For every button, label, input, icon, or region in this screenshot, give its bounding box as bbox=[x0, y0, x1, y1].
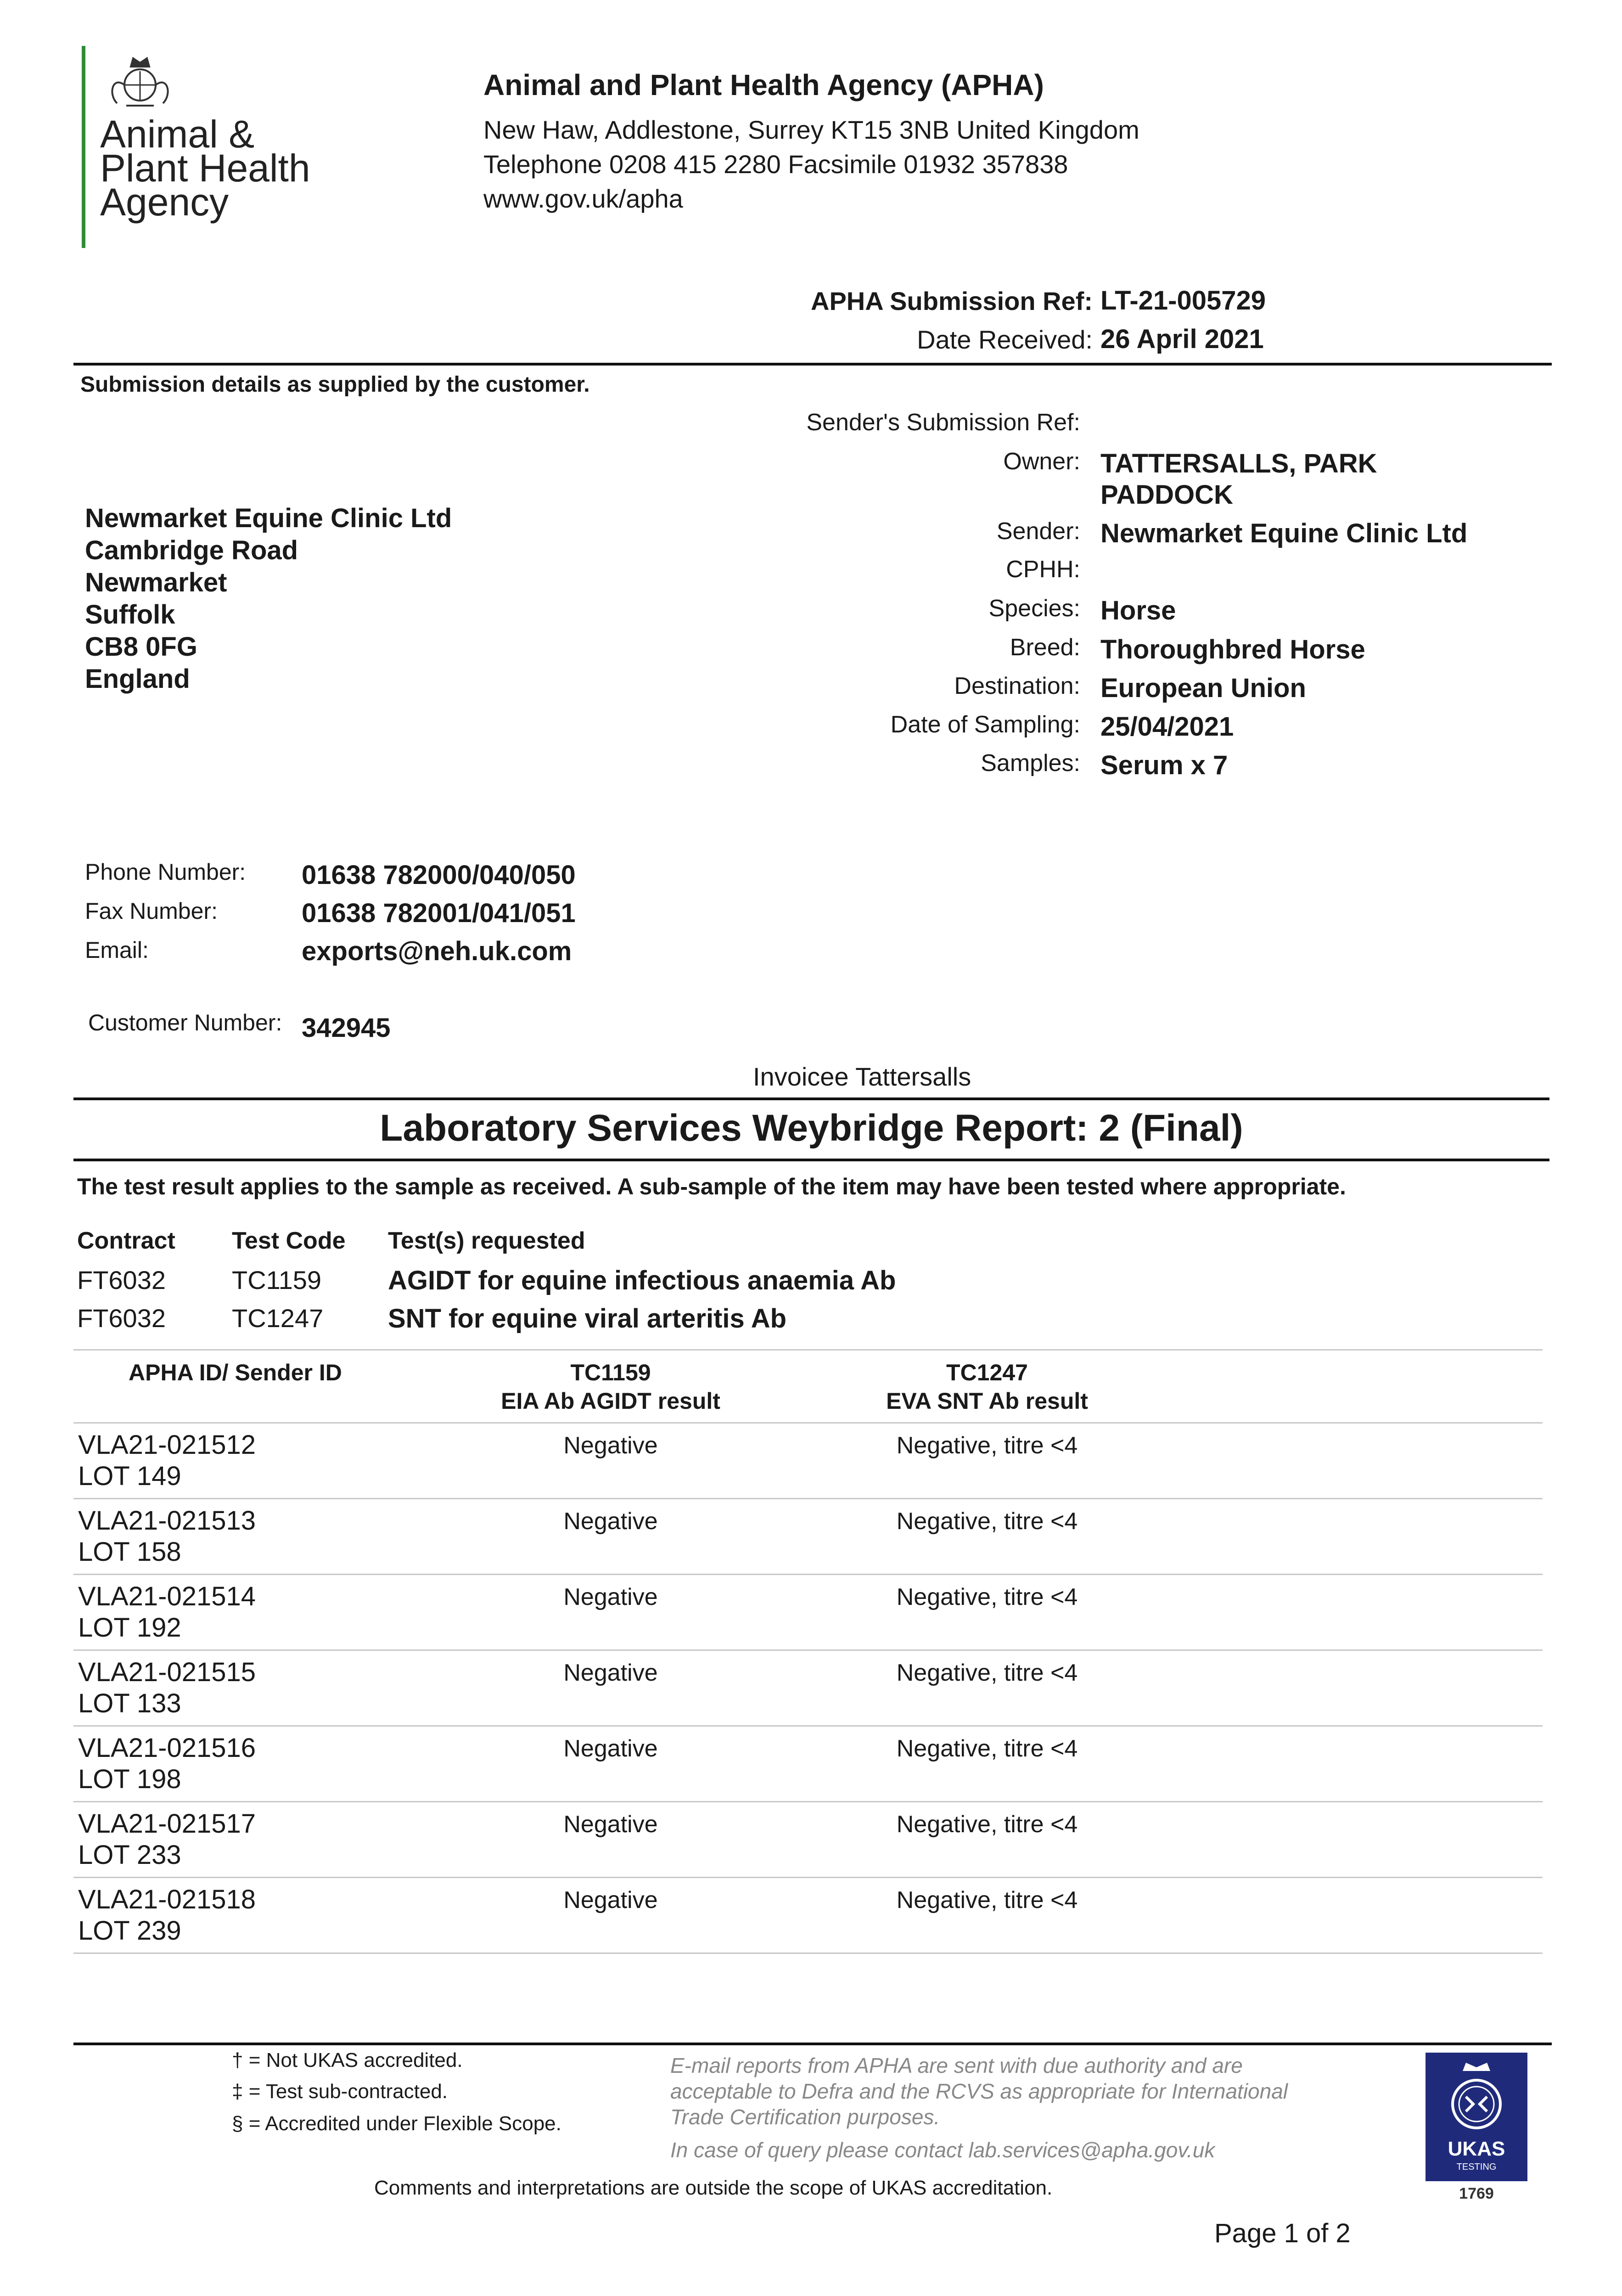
submission-details-heading: Submission details as supplied by the customer. bbox=[80, 372, 590, 397]
breed-label: Breed: bbox=[1010, 634, 1080, 661]
owner-value bbox=[1100, 448, 1514, 511]
eva-result: Negative, titre <4 bbox=[896, 1660, 1078, 1686]
eva-result: Negative, titre <4 bbox=[896, 1811, 1078, 1838]
report-title-top-rule bbox=[73, 1097, 1549, 1100]
page-number: Page 1 of 2 bbox=[1214, 2218, 1351, 2248]
eia-result: Negative bbox=[563, 1508, 658, 1535]
samples-label: Samples: bbox=[981, 750, 1080, 777]
apha-id: VLA21-021513 bbox=[78, 1506, 256, 1536]
table-rule bbox=[73, 1725, 1543, 1727]
results-header-col2-code: TC1247 bbox=[946, 1360, 1028, 1385]
address-line: Newmarket bbox=[85, 568, 227, 597]
species-label: Species: bbox=[988, 595, 1080, 622]
table-rule bbox=[73, 1801, 1543, 1802]
ukas-text: UKAS bbox=[1448, 2138, 1505, 2160]
eia-result: Negative bbox=[563, 1584, 658, 1610]
report-title: Laboratory Services Weybridge Report: 2 (Final) bbox=[380, 1107, 1243, 1149]
result-id bbox=[78, 1429, 256, 1492]
test-contract: FT6032 bbox=[77, 1266, 166, 1294]
agency-phone-fax: Telephone 0208 415 2280 Facsimile 01932 357838 bbox=[483, 150, 1068, 179]
logo-line: Agency bbox=[100, 180, 229, 224]
ukas-number: 1769 bbox=[1459, 2185, 1494, 2202]
invoicee: Invoicee Tattersalls bbox=[753, 1062, 971, 1091]
date-received-value: 26 April 2021 bbox=[1100, 324, 1264, 354]
breed-value: Thoroughbred Horse bbox=[1100, 635, 1365, 664]
result-id bbox=[78, 1884, 256, 1947]
eva-result: Negative, titre <4 bbox=[896, 1432, 1078, 1459]
results-header-col1-code: TC1159 bbox=[570, 1360, 651, 1385]
address-line: Cambridge Road bbox=[85, 535, 298, 565]
email-label: Email: bbox=[85, 937, 149, 963]
ukas-sub: TESTING bbox=[1456, 2162, 1497, 2172]
phone-label: Phone Number: bbox=[85, 859, 246, 885]
apha-id: VLA21-021517 bbox=[78, 1809, 256, 1839]
test-code: TC1159 bbox=[232, 1266, 322, 1294]
email-note-line: Trade Certification purposes. bbox=[670, 2105, 940, 2129]
eia-result: Negative bbox=[563, 1432, 658, 1459]
test-name: SNT for equine viral arteritis Ab bbox=[388, 1304, 787, 1334]
results-header-col1 bbox=[468, 1358, 753, 1415]
destination-value: European Union bbox=[1100, 673, 1306, 703]
eva-result: Negative, titre <4 bbox=[896, 1508, 1078, 1535]
owner-label: Owner: bbox=[1003, 448, 1080, 475]
logo-wordmark bbox=[100, 113, 310, 224]
email-note-line: E-mail reports from APHA are sent with due authority and are bbox=[670, 2054, 1243, 2077]
test-code: TC1247 bbox=[232, 1304, 324, 1333]
footer-divider bbox=[73, 2043, 1552, 2045]
fax-value: 01638 782001/041/051 bbox=[302, 898, 576, 928]
destination-label: Destination: bbox=[954, 673, 1080, 699]
submission-ref-value: LT-21-005729 bbox=[1100, 286, 1266, 315]
test-name: AGIDT for equine infectious anaemia Ab bbox=[388, 1266, 896, 1295]
test-contract: FT6032 bbox=[77, 1304, 166, 1333]
customer-number-value: 342945 bbox=[302, 1013, 391, 1043]
logo-green-bar bbox=[82, 46, 85, 248]
legend-flexible-scope: § = Accredited under Flexible Scope. bbox=[232, 2112, 561, 2135]
agency-address: New Haw, Addlestone, Surrey KT15 3NB United Kingdom bbox=[483, 115, 1139, 144]
eva-result: Negative, titre <4 bbox=[896, 1584, 1078, 1610]
owner-value-line: PADDOCK bbox=[1100, 480, 1233, 510]
eia-result: Negative bbox=[563, 1660, 658, 1686]
date-received-label: Date Received: bbox=[917, 325, 1093, 354]
eia-result: Negative bbox=[563, 1811, 658, 1838]
sender-id: LOT 198 bbox=[78, 1764, 181, 1794]
results-header-col2-name: EVA SNT Ab result bbox=[886, 1388, 1088, 1414]
sender-label: Sender: bbox=[996, 518, 1080, 545]
eva-result: Negative, titre <4 bbox=[896, 1735, 1078, 1762]
email-value[interactable]: exports@neh.uk.com bbox=[302, 936, 572, 966]
sampling-date-label: Date of Sampling: bbox=[890, 711, 1080, 738]
result-id bbox=[78, 1505, 256, 1568]
apha-id: VLA21-021514 bbox=[78, 1581, 256, 1611]
result-id bbox=[78, 1657, 256, 1719]
eia-result: Negative bbox=[563, 1735, 658, 1762]
table-rule bbox=[73, 1574, 1543, 1575]
address-line: CB8 0FG bbox=[85, 632, 197, 662]
email-note bbox=[670, 2053, 1288, 2163]
phone-value: 01638 782000/040/050 bbox=[302, 860, 576, 890]
apha-id: VLA21-021516 bbox=[78, 1733, 256, 1763]
report-title-bottom-rule bbox=[73, 1159, 1549, 1161]
sender-id: LOT 239 bbox=[78, 1916, 181, 1946]
sender-value: Newmarket Equine Clinic Ltd bbox=[1100, 518, 1468, 548]
sender-id: LOT 149 bbox=[78, 1461, 181, 1491]
apha-id: VLA21-021512 bbox=[78, 1430, 256, 1460]
table-rule bbox=[73, 1498, 1543, 1499]
eia-result: Negative bbox=[563, 1887, 658, 1913]
table-rule bbox=[73, 1349, 1543, 1351]
agency-website[interactable]: www.gov.uk/apha bbox=[483, 184, 683, 213]
sender-id: LOT 233 bbox=[78, 1840, 181, 1870]
address-line: England bbox=[85, 664, 190, 694]
results-header-col2 bbox=[836, 1358, 1139, 1415]
apha-id: VLA21-021515 bbox=[78, 1657, 256, 1687]
table-rule bbox=[73, 1953, 1543, 1954]
agency-name: Animal and Plant Health Agency (APHA) bbox=[483, 68, 1044, 101]
sender-id: LOT 133 bbox=[78, 1688, 181, 1718]
ukas-crown-icon bbox=[1426, 2053, 1527, 2144]
results-header-id: APHA ID/ Sender ID bbox=[129, 1360, 342, 1385]
query-contact[interactable]: In case of query please contact lab.services@apha.gov.uk bbox=[670, 2138, 1215, 2162]
tests-header-test-code: Test Code bbox=[232, 1227, 346, 1254]
logo-line: Plant Health bbox=[100, 146, 310, 190]
cphh-label: CPHH: bbox=[1006, 556, 1080, 583]
tests-header-contract: Contract bbox=[77, 1227, 175, 1254]
address-line: Newmarket Equine Clinic Ltd bbox=[85, 503, 452, 533]
tests-header-requested: Test(s) requested bbox=[388, 1227, 585, 1254]
ukas-logo bbox=[1426, 2053, 1527, 2181]
submission-ref-label: APHA Submission Ref: bbox=[811, 287, 1093, 315]
result-id bbox=[78, 1733, 256, 1795]
logo-line: Animal & bbox=[100, 113, 255, 156]
sampling-date-value: 25/04/2021 bbox=[1100, 712, 1234, 742]
sender-id: LOT 192 bbox=[78, 1613, 181, 1643]
royal-crest-icon bbox=[99, 48, 181, 113]
owner-value-line: TATTERSALLS, PARK bbox=[1100, 449, 1377, 478]
ukas-comments: Comments and interpretations are outside the scope of UKAS accreditation. bbox=[374, 2177, 1053, 2199]
table-rule bbox=[73, 1649, 1543, 1651]
legend-sub-contracted: ‡ = Test sub-contracted. bbox=[232, 2080, 448, 2103]
result-id bbox=[78, 1581, 256, 1643]
table-rule bbox=[73, 1422, 1543, 1424]
species-value: Horse bbox=[1100, 596, 1176, 625]
email-note-line: acceptable to Defra and the RCVS as appropriate for International bbox=[670, 2079, 1288, 2103]
legend-not-accredited: † = Not UKAS accredited. bbox=[232, 2049, 463, 2071]
apha-id: VLA21-021518 bbox=[78, 1885, 256, 1914]
eva-result: Negative, titre <4 bbox=[896, 1887, 1078, 1913]
address-line: Suffolk bbox=[85, 600, 175, 630]
samples-value: Serum x 7 bbox=[1100, 750, 1228, 780]
disclaimer: The test result applies to the sample as received. A sub-sample of the item may have been tested where appropriate. bbox=[77, 1174, 1346, 1199]
result-id bbox=[78, 1808, 256, 1871]
customer-number-label: Customer Number: bbox=[88, 1010, 282, 1035]
table-rule bbox=[73, 1877, 1543, 1878]
senders-ref-label: Sender's Submission Ref: bbox=[806, 409, 1080, 436]
header-divider bbox=[73, 363, 1552, 366]
sender-id: LOT 158 bbox=[78, 1537, 181, 1567]
results-header-col1-name: EIA Ab AGIDT result bbox=[501, 1388, 720, 1414]
fax-label: Fax Number: bbox=[85, 898, 218, 924]
